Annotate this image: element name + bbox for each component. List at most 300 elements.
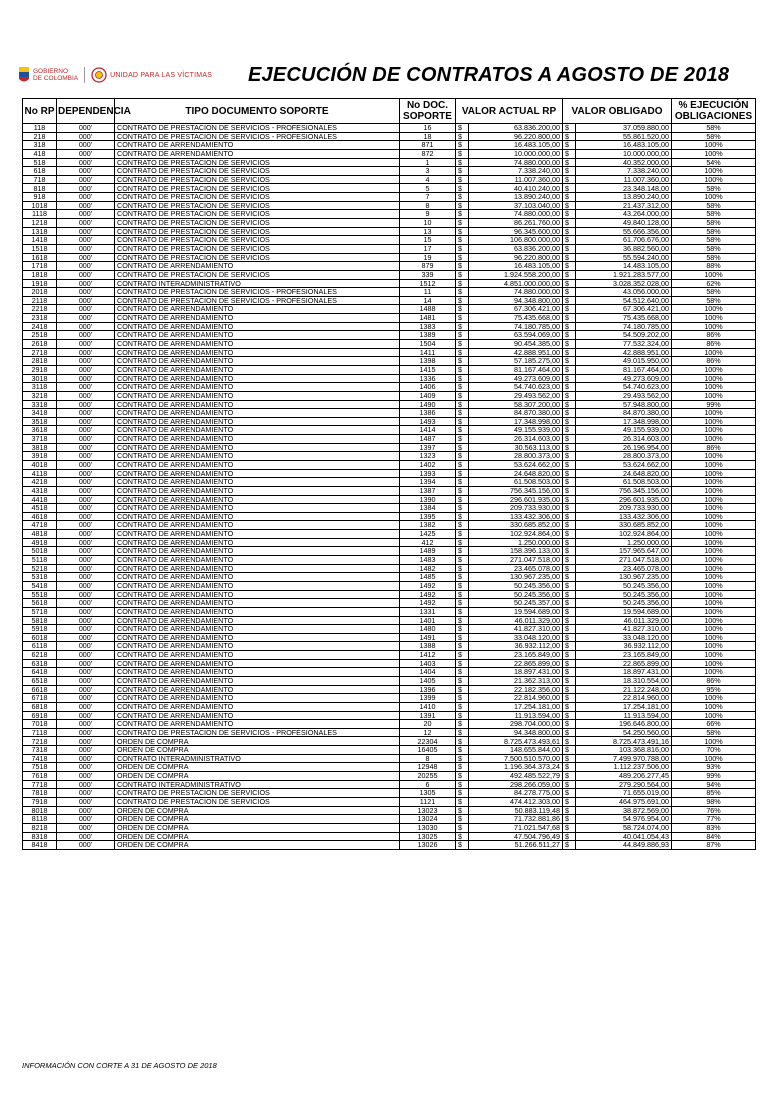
cell-valor-actual: 81.167.464,00	[469, 365, 563, 374]
cell-valor-actual: 17.254.181,00	[469, 702, 563, 711]
cell-valor-currency: $	[456, 340, 469, 349]
header-rp: No RP	[23, 99, 57, 124]
table-row	[23, 720, 756, 729]
cell-dependencia: 000'	[57, 167, 115, 176]
cell-valor-currency: $	[456, 460, 469, 469]
table-row	[23, 374, 756, 383]
cell-oblig-currency: $	[563, 357, 576, 366]
table-row	[23, 391, 756, 400]
cell-tipo: CONTRATO DE ARRENDAMIENTO	[115, 530, 400, 539]
cell-no-doc: 1491	[400, 633, 456, 642]
header-tipo-documento: TIPO DOCUMENTO SOPORTE	[115, 99, 400, 124]
cell-oblig-currency: $	[563, 460, 576, 469]
cell-pct: 98%	[672, 797, 756, 806]
cell-valor-actual: 21.362.313,00	[469, 677, 563, 686]
table-row	[23, 357, 756, 366]
cell-no-doc: 10	[400, 219, 456, 228]
cell-oblig-currency: $	[563, 772, 576, 781]
cell-rp: 4918	[23, 538, 57, 547]
cell-rp: 3818	[23, 443, 57, 452]
cell-oblig-currency: $	[563, 685, 576, 694]
table-row	[23, 219, 756, 228]
cell-no-doc: 12948	[400, 763, 456, 772]
cell-valor-currency: $	[456, 711, 469, 720]
cell-no-doc: 18	[400, 132, 456, 141]
cell-tipo: CONTRATO DE ARRENDAMIENTO	[115, 512, 400, 521]
cell-valor-currency: $	[456, 547, 469, 556]
cell-rp: 8018	[23, 806, 57, 815]
cell-tipo: ORDEN DE COMPRA	[115, 746, 400, 755]
cell-oblig-currency: $	[563, 149, 576, 158]
cell-no-doc: 8	[400, 754, 456, 763]
cell-no-doc: 1389	[400, 331, 456, 340]
cell-valor-currency: $	[456, 236, 469, 245]
cell-dependencia: 000'	[57, 417, 115, 426]
cell-pct: 100%	[672, 547, 756, 556]
cell-valor-currency: $	[456, 132, 469, 141]
cell-valor-actual: 23.165.849,00	[469, 651, 563, 660]
cell-valor-currency: $	[456, 530, 469, 539]
cell-valor-actual: 1.250.000,00	[469, 538, 563, 547]
cell-no-doc: 1482	[400, 564, 456, 573]
cell-dependencia: 000'	[57, 391, 115, 400]
cell-valor-currency: $	[456, 599, 469, 608]
cell-valor-obligado: 103.368.816,00	[576, 746, 672, 755]
cell-valor-obligado: 1.112.237.506,00	[576, 763, 672, 772]
table-row	[23, 244, 756, 253]
cell-valor-obligado: 42.888.951,00	[576, 348, 672, 357]
table-row	[23, 331, 756, 340]
cell-pct: 100%	[672, 616, 756, 625]
cell-rp: 418	[23, 149, 57, 158]
cell-valor-obligado: 17.254.181,00	[576, 702, 672, 711]
cell-pct: 100%	[672, 556, 756, 565]
cell-dependencia: 000'	[57, 279, 115, 288]
cell-valor-obligado: 196.646.800,00	[576, 720, 672, 729]
cell-rp: 1618	[23, 253, 57, 262]
cell-valor-currency: $	[456, 219, 469, 228]
cell-rp: 7818	[23, 789, 57, 798]
cell-no-doc: 872	[400, 149, 456, 158]
cell-valor-currency: $	[456, 590, 469, 599]
cell-valor-obligado: 71.655.019,00	[576, 789, 672, 798]
cell-pct: 100%	[672, 625, 756, 634]
cell-rp: 3418	[23, 409, 57, 418]
cell-tipo: CONTRATO DE PRESTACION DE SERVICIOS	[115, 184, 400, 193]
cell-valor-obligado: 55.594.240,00	[576, 253, 672, 262]
cell-pct: 100%	[672, 651, 756, 660]
cell-valor-actual: 13.890.240,00	[469, 193, 563, 202]
gov-line-1: GOBIERNO	[33, 68, 69, 75]
cell-rp: 2818	[23, 357, 57, 366]
cell-dependencia: 000'	[57, 374, 115, 383]
cell-valor-obligado: 11.913.594,00	[576, 711, 672, 720]
table-body	[23, 124, 756, 850]
cell-valor-actual: 26.314.603,00	[469, 435, 563, 444]
cell-tipo: CONTRATO DE ARRENDAMIENTO	[115, 720, 400, 729]
cell-tipo: CONTRATO DE ARRENDAMIENTO	[115, 469, 400, 478]
cell-pct: 100%	[672, 426, 756, 435]
cell-valor-currency: $	[456, 607, 469, 616]
cell-tipo: CONTRATO DE ARRENDAMIENTO	[115, 642, 400, 651]
cell-valor-actual: 4.851.000.000,00	[469, 279, 563, 288]
cell-rp: 2318	[23, 314, 57, 323]
cell-tipo: CONTRATO DE ARRENDAMIENTO	[115, 365, 400, 374]
cell-tipo: CONTRATO DE ARRENDAMIENTO	[115, 417, 400, 426]
cell-tipo: CONTRATO INTERADMINISTRATIVO	[115, 754, 400, 763]
cell-oblig-currency: $	[563, 521, 576, 530]
cell-no-doc: 1305	[400, 789, 456, 798]
cell-no-doc: 11	[400, 288, 456, 297]
cell-dependencia: 000'	[57, 141, 115, 150]
table-row	[23, 409, 756, 418]
cell-dependencia: 000'	[57, 219, 115, 228]
unidad-seal-icon	[91, 67, 107, 83]
cell-valor-actual: 28.800.373,00	[469, 452, 563, 461]
cell-pct: 100%	[672, 495, 756, 504]
header-valor-obligado: VALOR OBLIGADO	[563, 99, 672, 124]
cell-dependencia: 000'	[57, 607, 115, 616]
cell-pct: 100%	[672, 365, 756, 374]
cell-valor-obligado: 49.155.939,00	[576, 426, 672, 435]
cell-valor-currency: $	[456, 348, 469, 357]
cell-valor-currency: $	[456, 486, 469, 495]
cell-oblig-currency: $	[563, 391, 576, 400]
header-logos	[18, 62, 212, 88]
table-row	[23, 772, 756, 781]
cell-pct: 100%	[672, 581, 756, 590]
cell-no-doc: 1331	[400, 607, 456, 616]
cell-oblig-currency: $	[563, 720, 576, 729]
cell-no-doc: 4	[400, 175, 456, 184]
cell-dependencia: 000'	[57, 797, 115, 806]
cell-dependencia: 000'	[57, 642, 115, 651]
table-row	[23, 832, 756, 841]
table-row	[23, 400, 756, 409]
cell-valor-actual: 23.465.078,00	[469, 564, 563, 573]
table-row	[23, 815, 756, 824]
cell-oblig-currency: $	[563, 789, 576, 798]
cell-oblig-currency: $	[563, 219, 576, 228]
cell-valor-actual: 24.648.820,00	[469, 469, 563, 478]
cell-valor-obligado: 36.882.560,00	[576, 244, 672, 253]
cell-oblig-currency: $	[563, 322, 576, 331]
cell-rp: 6918	[23, 711, 57, 720]
cell-dependencia: 000'	[57, 400, 115, 409]
cell-pct: 100%	[672, 573, 756, 582]
cell-no-doc: 1398	[400, 357, 456, 366]
table-row	[23, 504, 756, 513]
cell-valor-actual: 50.245.356,00	[469, 581, 563, 590]
table-row	[23, 201, 756, 210]
cell-oblig-currency: $	[563, 314, 576, 323]
cell-pct: 100%	[672, 383, 756, 392]
cell-oblig-currency: $	[563, 642, 576, 651]
cell-oblig-currency: $	[563, 132, 576, 141]
cell-rp: 6418	[23, 668, 57, 677]
cell-valor-actual: 7.338.240,00	[469, 167, 563, 176]
table-row	[23, 694, 756, 703]
cell-oblig-currency: $	[563, 607, 576, 616]
cell-rp: 4418	[23, 495, 57, 504]
cell-valor-actual: 296.601.935,00	[469, 495, 563, 504]
cell-tipo: CONTRATO DE PRESTACION DE SERVICIOS - PROFESIONALES	[115, 124, 400, 133]
cell-rp: 6118	[23, 642, 57, 651]
cell-no-doc: 6	[400, 780, 456, 789]
cell-valor-currency: $	[456, 512, 469, 521]
header-no-doc: No DOC. SOPORTE	[400, 99, 456, 124]
cell-valor-currency: $	[456, 443, 469, 452]
cell-oblig-currency: $	[563, 659, 576, 668]
cell-valor-obligado: 37.059.880,00	[576, 124, 672, 133]
cell-tipo: CONTRATO DE ARRENDAMIENTO	[115, 348, 400, 357]
cell-dependencia: 000'	[57, 193, 115, 202]
cell-valor-obligado: 84.870.380,00	[576, 409, 672, 418]
cell-tipo: CONTRATO DE ARRENDAMIENTO	[115, 262, 400, 271]
cell-pct: 100%	[672, 702, 756, 711]
cell-valor-obligado: 44.849.886,93	[576, 841, 672, 850]
cell-dependencia: 000'	[57, 305, 115, 314]
cell-valor-actual: 492.485.522,79	[469, 772, 563, 781]
table-row	[23, 737, 756, 746]
cell-rp: 4618	[23, 512, 57, 521]
cell-pct: 100%	[672, 538, 756, 547]
cell-rp: 318	[23, 141, 57, 150]
cell-oblig-currency: $	[563, 495, 576, 504]
cell-valor-actual: 61.508.503,00	[469, 478, 563, 487]
cell-valor-actual: 16.483.105,00	[469, 262, 563, 271]
cell-valor-obligado: 28.800.373,00	[576, 452, 672, 461]
cell-pct: 66%	[672, 720, 756, 729]
cell-oblig-currency: $	[563, 210, 576, 219]
cell-tipo: CONTRATO DE ARRENDAMIENTO	[115, 564, 400, 573]
cell-oblig-currency: $	[563, 469, 576, 478]
cell-rp: 5918	[23, 625, 57, 634]
cell-no-doc: 1490	[400, 400, 456, 409]
cell-no-doc: 1401	[400, 616, 456, 625]
cell-no-doc: 1492	[400, 581, 456, 590]
cell-dependencia: 000'	[57, 184, 115, 193]
cell-dependencia: 000'	[57, 348, 115, 357]
cell-rp: 1318	[23, 227, 57, 236]
cell-rp: 4718	[23, 521, 57, 530]
cell-valor-currency: $	[456, 314, 469, 323]
cell-pct: 77%	[672, 815, 756, 824]
cell-dependencia: 000'	[57, 443, 115, 452]
table-row	[23, 478, 756, 487]
table-row	[23, 253, 756, 262]
cell-pct: 100%	[672, 478, 756, 487]
cell-tipo: CONTRATO DE ARRENDAMIENTO	[115, 340, 400, 349]
cell-valor-currency: $	[456, 797, 469, 806]
header-dependencia: DEPENDENCIA	[57, 99, 115, 124]
table-row	[23, 167, 756, 176]
cell-dependencia: 000'	[57, 780, 115, 789]
cell-no-doc: 1384	[400, 504, 456, 513]
cell-valor-actual: 94.348.800,00	[469, 728, 563, 737]
cell-no-doc: 1492	[400, 590, 456, 599]
cell-valor-currency: $	[456, 668, 469, 677]
cell-no-doc: 1	[400, 158, 456, 167]
cell-oblig-currency: $	[563, 296, 576, 305]
cell-valor-currency: $	[456, 685, 469, 694]
table-row	[23, 581, 756, 590]
cell-rp: 2018	[23, 288, 57, 297]
cell-tipo: CONTRATO DE PRESTACION DE SERVICIOS	[115, 167, 400, 176]
cell-tipo: CONTRATO DE ARRENDAMIENTO	[115, 556, 400, 565]
cell-tipo: CONTRATO DE ARRENDAMIENTO	[115, 659, 400, 668]
cell-oblig-currency: $	[563, 236, 576, 245]
cell-valor-actual: 1.924.558.200,00	[469, 270, 563, 279]
cell-oblig-currency: $	[563, 452, 576, 461]
table-row	[23, 288, 756, 297]
cell-rp: 4518	[23, 504, 57, 513]
cell-tipo: CONTRATO DE ARRENDAMIENTO	[115, 305, 400, 314]
cell-valor-obligado: 33.048.120,00	[576, 633, 672, 642]
cell-tipo: CONTRATO DE ARRENDAMIENTO	[115, 460, 400, 469]
cell-dependencia: 000'	[57, 521, 115, 530]
cell-tipo: CONTRATO DE PRESTACION DE SERVICIOS	[115, 210, 400, 219]
cell-pct: 100%	[672, 452, 756, 461]
cell-valor-actual: 71.732.881,86	[469, 815, 563, 824]
cell-oblig-currency: $	[563, 538, 576, 547]
cell-no-doc: 1388	[400, 642, 456, 651]
cell-valor-actual: 96.220.800,00	[469, 132, 563, 141]
cell-oblig-currency: $	[563, 599, 576, 608]
cell-tipo: CONTRATO DE ARRENDAMIENTO	[115, 495, 400, 504]
cell-valor-currency: $	[456, 469, 469, 478]
cell-pct: 100%	[672, 659, 756, 668]
cell-valor-obligado: 49.840.128,00	[576, 219, 672, 228]
cell-pct: 58%	[672, 288, 756, 297]
cell-no-doc: 7	[400, 193, 456, 202]
table-row	[23, 573, 756, 582]
cell-tipo: ORDEN DE COMPRA	[115, 815, 400, 824]
cell-tipo: ORDEN DE COMPRA	[115, 763, 400, 772]
cell-tipo: CONTRATO DE PRESTACION DE SERVICIOS	[115, 193, 400, 202]
cell-tipo: CONTRATO DE PRESTACION DE SERVICIOS - PROFESIONALES	[115, 728, 400, 737]
cell-tipo: CONTRATO DE PRESTACION DE SERVICIOS	[115, 158, 400, 167]
cell-valor-obligado: 464.975.691,00	[576, 797, 672, 806]
cell-no-doc: 14	[400, 296, 456, 305]
header-pct-ejecucion: % EJECUCIÓN OBLIGACIONES	[672, 99, 756, 124]
table-row	[23, 314, 756, 323]
cell-rp: 218	[23, 132, 57, 141]
cell-no-doc: 1493	[400, 417, 456, 426]
cell-no-doc: 1336	[400, 374, 456, 383]
cell-dependencia: 000'	[57, 124, 115, 133]
cell-pct: 100%	[672, 193, 756, 202]
table-row	[23, 435, 756, 444]
table-row	[23, 184, 756, 193]
cell-dependencia: 000'	[57, 270, 115, 279]
cell-dependencia: 000'	[57, 720, 115, 729]
cell-oblig-currency: $	[563, 400, 576, 409]
cell-dependencia: 000'	[57, 158, 115, 167]
cell-valor-actual: 10.000.000,00	[469, 149, 563, 158]
cell-oblig-currency: $	[563, 141, 576, 150]
cell-valor-actual: 63.594.069,00	[469, 331, 563, 340]
cell-no-doc: 20255	[400, 772, 456, 781]
cell-rp: 4018	[23, 460, 57, 469]
cell-dependencia: 000'	[57, 409, 115, 418]
cell-dependencia: 000'	[57, 711, 115, 720]
table-row	[23, 797, 756, 806]
cell-oblig-currency: $	[563, 504, 576, 513]
table-row	[23, 486, 756, 495]
cell-pct: 100%	[672, 530, 756, 539]
cell-rp: 6218	[23, 651, 57, 660]
table-row	[23, 780, 756, 789]
cell-no-doc: 13026	[400, 841, 456, 850]
cell-valor-currency: $	[456, 521, 469, 530]
cell-valor-obligado: 54.512.640,00	[576, 296, 672, 305]
cell-oblig-currency: $	[563, 158, 576, 167]
cell-valor-actual: 474.412.303,00	[469, 797, 563, 806]
cell-dependencia: 000'	[57, 486, 115, 495]
cell-pct: 58%	[672, 236, 756, 245]
cell-valor-currency: $	[456, 288, 469, 297]
table-row	[23, 633, 756, 642]
cell-rp: 5618	[23, 599, 57, 608]
cell-valor-currency: $	[456, 564, 469, 573]
cell-rp: 4218	[23, 478, 57, 487]
contracts-table	[22, 98, 756, 850]
cell-valor-obligado: 26.196.954,00	[576, 443, 672, 452]
cell-tipo: CONTRATO DE PRESTACION DE SERVICIOS	[115, 270, 400, 279]
cell-dependencia: 000'	[57, 210, 115, 219]
table-row	[23, 262, 756, 271]
cell-dependencia: 000'	[57, 288, 115, 297]
cell-valor-actual: 53.624.662,00	[469, 460, 563, 469]
cell-tipo: CONTRATO DE ARRENDAMIENTO	[115, 400, 400, 409]
cell-valor-obligado: 67.306.421,00	[576, 305, 672, 314]
cell-valor-obligado: 38.872.569,00	[576, 806, 672, 815]
table-row	[23, 668, 756, 677]
cell-pct: 100%	[672, 167, 756, 176]
cell-valor-actual: 74.880.000,00	[469, 288, 563, 297]
cell-rp: 6518	[23, 677, 57, 686]
cell-valor-obligado: 330.685.852,00	[576, 521, 672, 530]
cell-no-doc: 13023	[400, 806, 456, 815]
cell-no-doc: 1323	[400, 452, 456, 461]
cell-tipo: ORDEN DE COMPRA	[115, 737, 400, 746]
cell-valor-actual: 63.836.200,00	[469, 244, 563, 253]
cell-oblig-currency: $	[563, 746, 576, 755]
table-row	[23, 754, 756, 763]
cell-dependencia: 000'	[57, 772, 115, 781]
cell-valor-obligado: 23.348.148,00	[576, 184, 672, 193]
table-row	[23, 746, 756, 755]
cell-no-doc: 13030	[400, 823, 456, 832]
cell-valor-currency: $	[456, 573, 469, 582]
cell-dependencia: 000'	[57, 512, 115, 521]
cell-dependencia: 000'	[57, 659, 115, 668]
cell-pct: 100%	[672, 504, 756, 513]
cell-pct: 100%	[672, 642, 756, 651]
cell-valor-currency: $	[456, 694, 469, 703]
cell-rp: 3018	[23, 374, 57, 383]
cell-tipo: CONTRATO DE ARRENDAMIENTO	[115, 391, 400, 400]
cell-pct: 100%	[672, 590, 756, 599]
cell-rp: 918	[23, 193, 57, 202]
cell-dependencia: 000'	[57, 590, 115, 599]
cell-tipo: CONTRATO DE ARRENDAMIENTO	[115, 685, 400, 694]
cell-valor-actual: 90.454.385,00	[469, 340, 563, 349]
cell-valor-currency: $	[456, 141, 469, 150]
cell-rp: 7918	[23, 797, 57, 806]
cell-valor-actual: 84.870.380,00	[469, 409, 563, 418]
